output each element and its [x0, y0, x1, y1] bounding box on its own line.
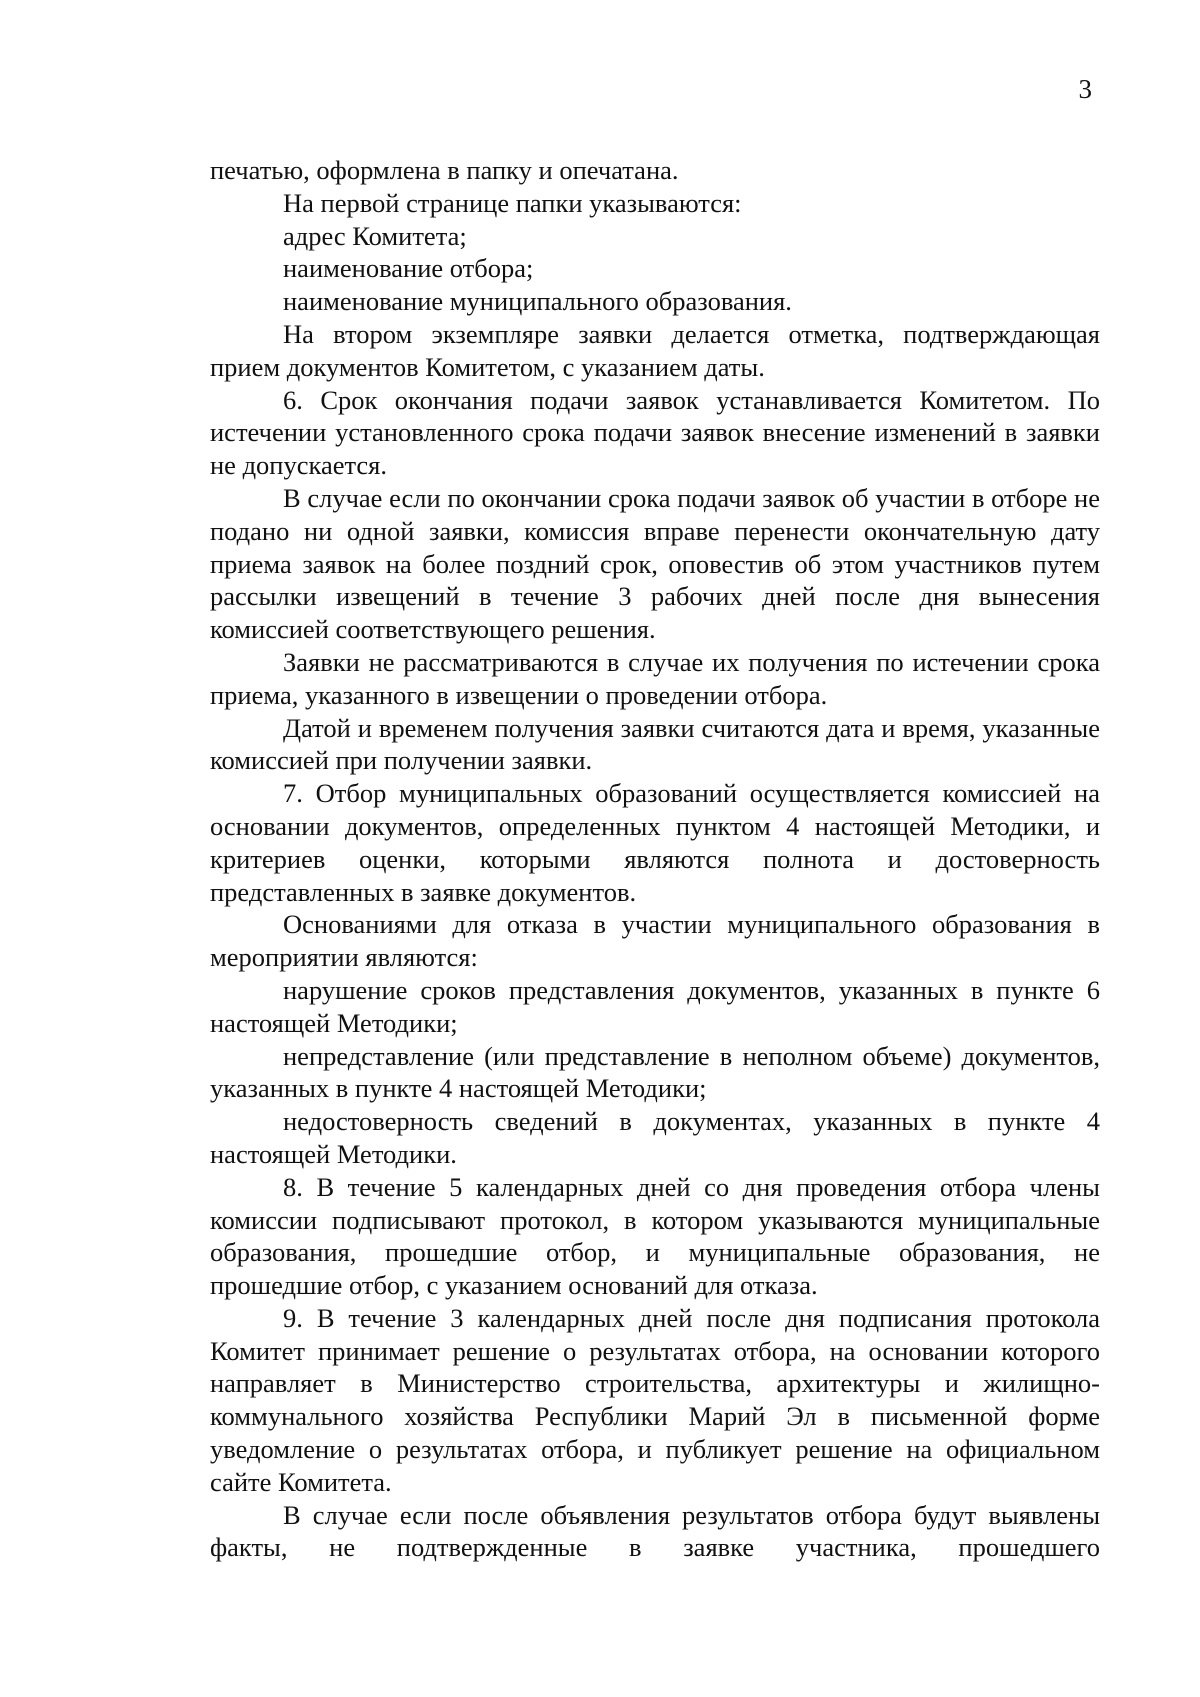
paragraph: Основаниями для отказа в участии муниципального образования в мероприятии являются:	[210, 909, 1100, 973]
paragraph: Датой и временем получения заявки считаются дата и время, указанные комиссией при получении заявки.	[210, 712, 1100, 776]
paragraph: 8. В течение 5 календарных дней со дня проведения отбора члены комиссии подписывают протокол, в котором указываются муниципальные образования, прошедшие отбор, и муниципальные образования, не прошедшие отбор, с указанием оснований для отказа.	[210, 1171, 1100, 1301]
paragraph: В случае если после объявления результатов отбора будут выявлены факты, не подтвержденные в заявке участника, прошедшего	[210, 1499, 1100, 1563]
paragraph: На первой странице папки указываются:	[283, 187, 742, 218]
paragraph: недостоверность сведений в документах, указанных в пункте 4 настоящей Методики.	[210, 1106, 1100, 1169]
paragraph: 6. Срок окончания подачи заявок устанавливается Комитетом. По истечении установленного срока подачи заявок внесение изменений в заявки не допускается.	[210, 384, 1100, 481]
page-number: 3	[1078, 74, 1092, 104]
paragraph: непредставление (или представление в неполном объеме) документов, указанных в пункте 4 настоящей Методики;	[210, 1040, 1100, 1104]
paragraph: На втором экземпляре заявки делается отметка, подтверждающая прием документов Комитетом, с указанием даты.	[210, 318, 1100, 382]
paragraph: наименование муниципального образования.	[283, 286, 792, 317]
paragraph: 7. Отбор муниципальных образований осуществляется комиссией на основании документов, определенных пунктом 4 настоящей Методики, и критериев оценки, которыми являются полнота и достоверность представленных в заявке документов.	[210, 778, 1100, 907]
paragraph: нарушение сроков представления документов, указанных в пункте 6 настоящей Методики;	[210, 974, 1100, 1038]
paragraph: наименование отбора;	[283, 253, 534, 284]
paragraph: Заявки не рассматриваются в случае их получения по истечении срока приема, указанного в извещении о проведении отбора.	[210, 646, 1100, 710]
paragraph: печатью, оформлена в папку и опечатана.	[210, 155, 679, 185]
paragraph: В случае если по окончании срока подачи заявок об участии в отборе не подано ни одной заявки, комиссия вправе перенести окончательную дату приема заявок на более поздний срок, оповестив об этом участников путем рассылки извещений в течение 3 рабочих дней после дня вынесения комиссией соответствующего решения.	[210, 482, 1100, 645]
paragraph: адрес Комитета;	[283, 220, 467, 251]
document-body	[210, 154, 1100, 1564]
paragraph: 9. В течение 3 календарных дней после дня подписания протокола Комитет принимает решение о результатах отбора, на основании которого направляет в Министерство строительства, архитектуры и жилищно-коммунального хозяйства Республики Марий Эл в письменной форме уведомление о результатах отбора, и публикует решение на официальном сайте Комитета.	[210, 1302, 1100, 1497]
